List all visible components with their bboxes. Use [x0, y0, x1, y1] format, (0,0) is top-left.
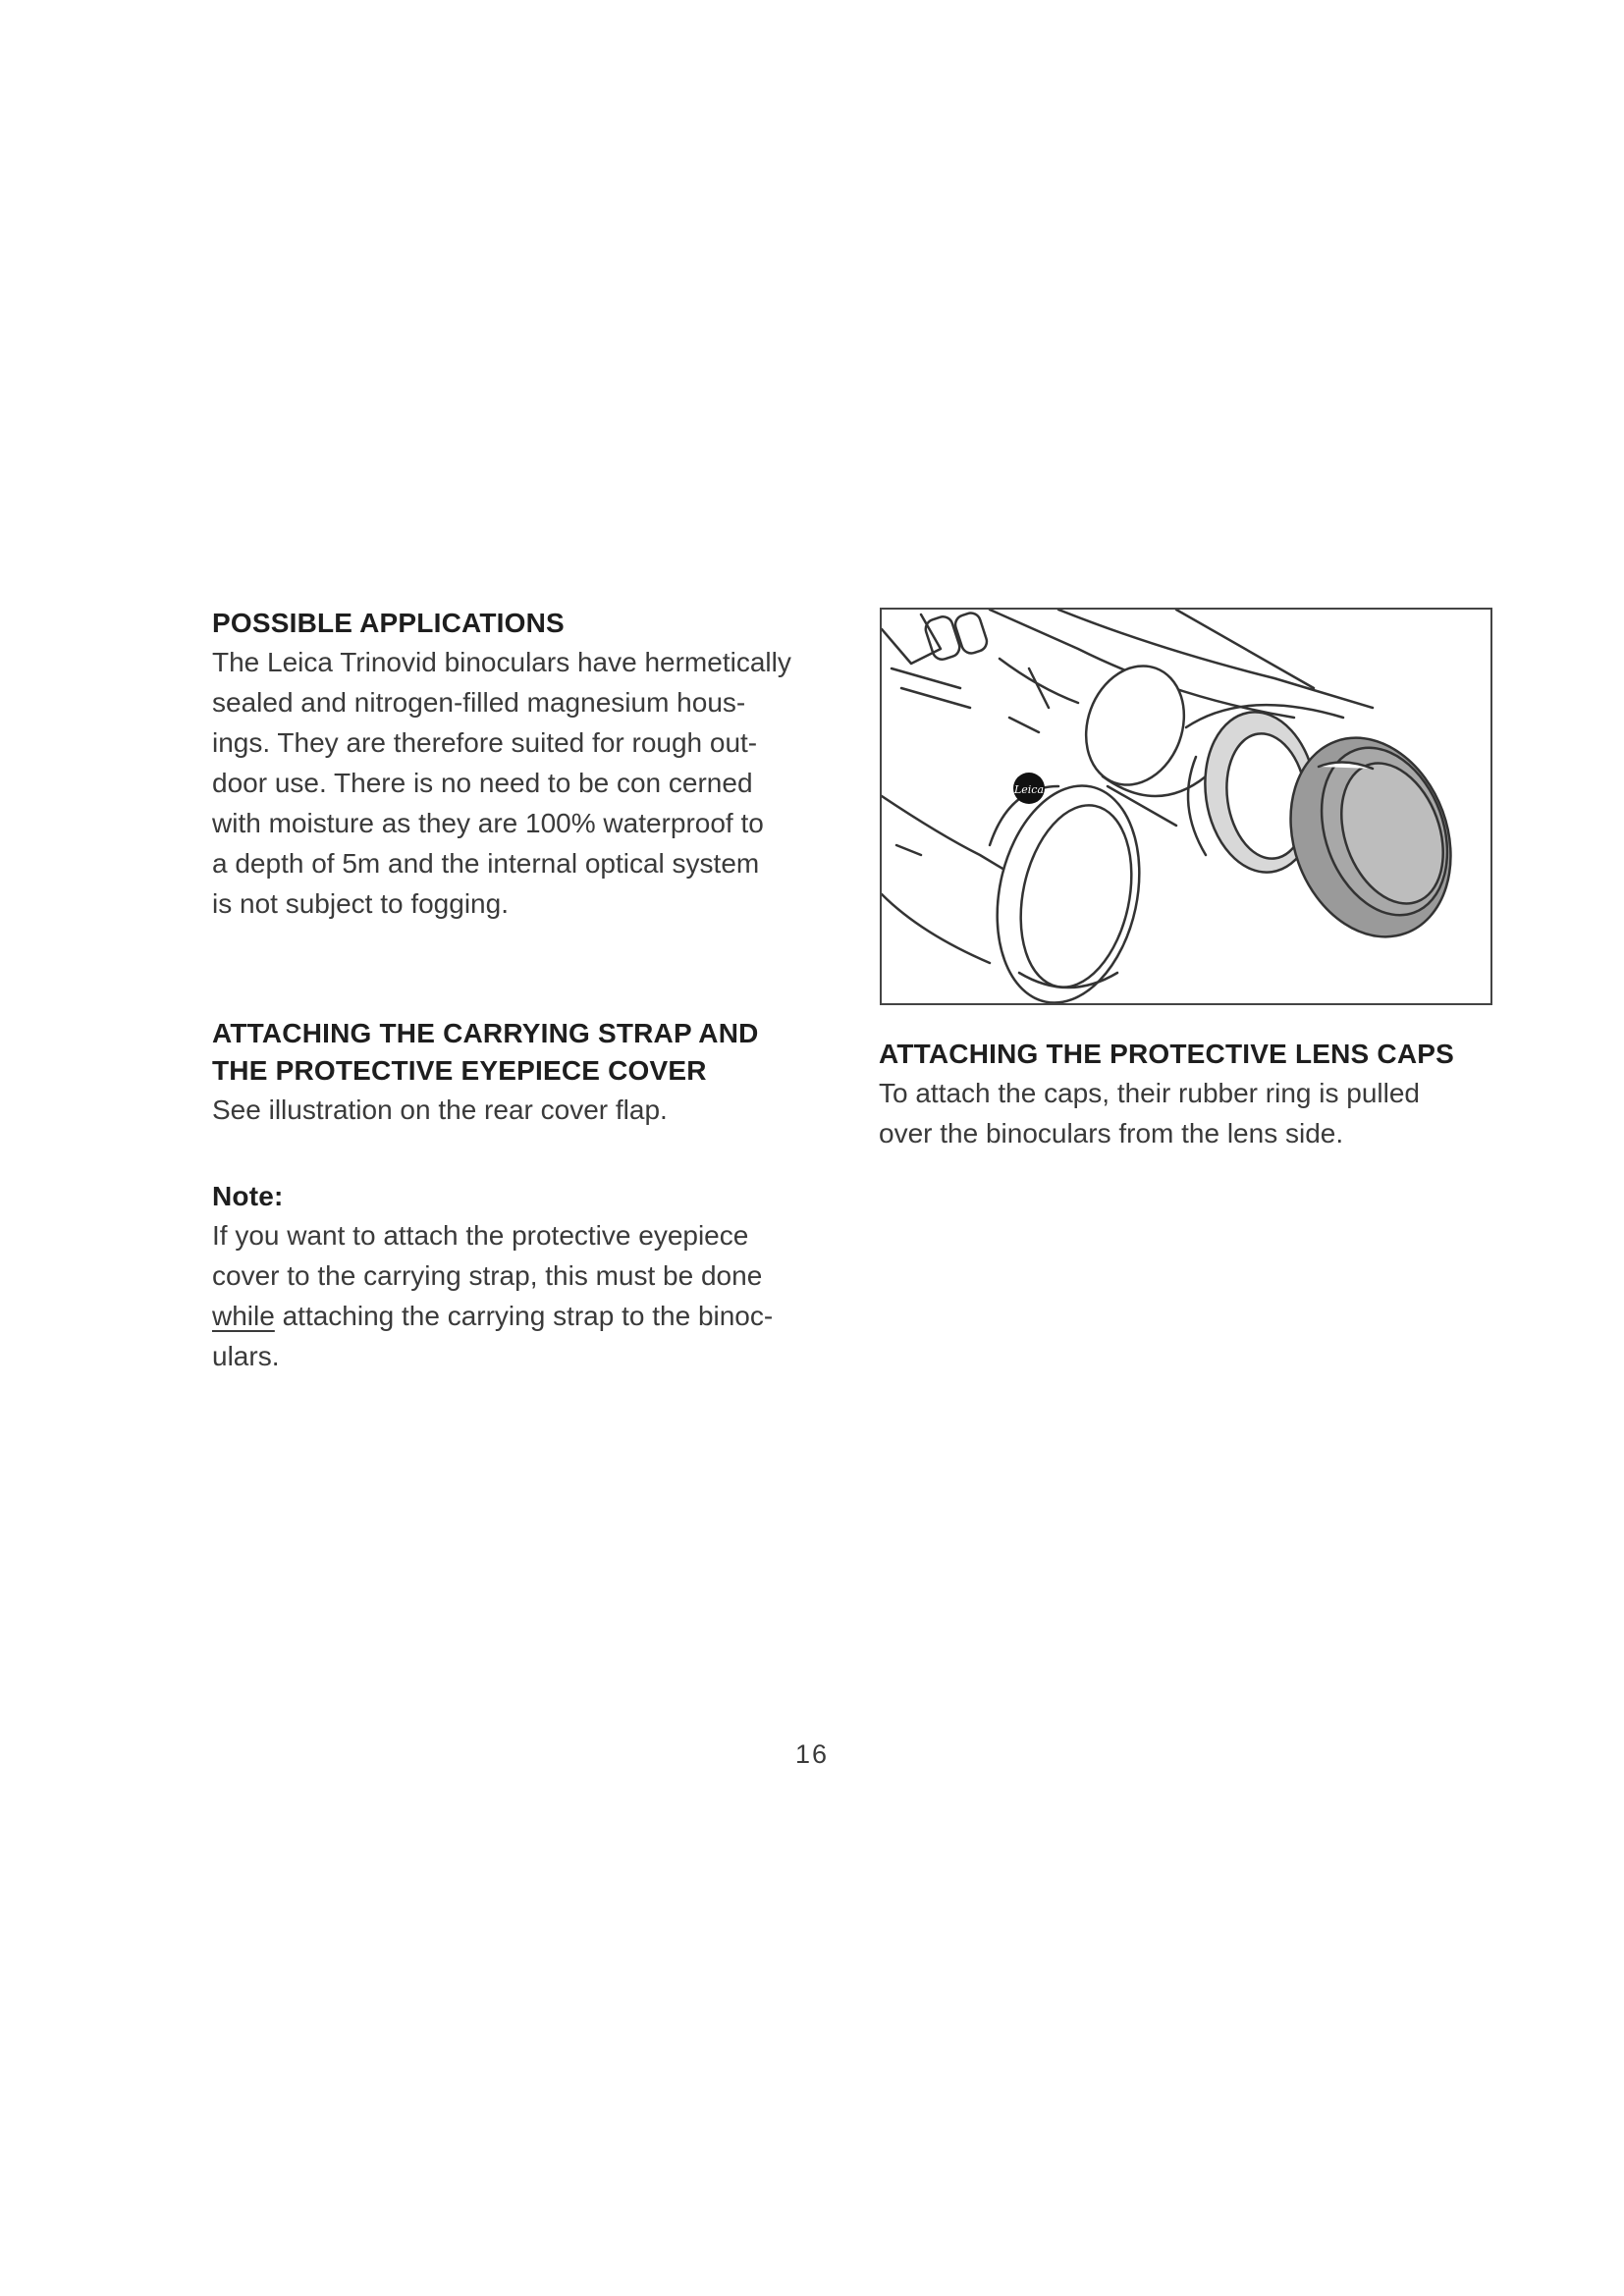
- heading-carrying-strap-line1: ATTACHING THE CARRYING STRAP AND: [212, 1018, 759, 1048]
- note-line: If you want to attach the protective eyepiece: [212, 1220, 749, 1251]
- note-line-rest: attaching the carrying strap to the binoc-: [274, 1301, 774, 1331]
- section-carrying-strap: [212, 1015, 759, 1130]
- heading-possible-applications: POSSIBLE APPLICATIONS: [212, 608, 565, 638]
- heading-note: Note:: [212, 1181, 284, 1211]
- binoculars-illustration: [880, 608, 1492, 1005]
- heading-carrying-strap: [212, 1015, 759, 1090]
- section-lens-caps: [879, 1036, 1454, 1153]
- applications-line: The Leica Trinovid binoculars have hermetically: [212, 647, 791, 677]
- heading-lens-caps: ATTACHING THE PROTECTIVE LENS CAPS: [879, 1039, 1455, 1069]
- applications-paragraph: [212, 642, 791, 924]
- lens-caps-line: over the binoculars from the lens side.: [879, 1118, 1344, 1148]
- applications-line: door use. There is no need to be con cerned: [212, 768, 753, 798]
- section-possible-applications: [212, 605, 791, 924]
- page-number: 16: [794, 1739, 830, 1769]
- heading-carrying-strap-line2: THE PROTECTIVE EYEPIECE COVER: [212, 1055, 707, 1086]
- applications-line: sealed and nitrogen-filled magnesium hous-: [212, 687, 746, 718]
- leica-logo-text: Leica: [1013, 783, 1045, 796]
- lens-caps-paragraph: [879, 1073, 1454, 1153]
- note-line: cover to the carrying strap, this must be done: [212, 1260, 763, 1291]
- note-emphasis-while: while: [212, 1301, 275, 1331]
- applications-line: is not subject to fogging.: [212, 888, 509, 919]
- applications-line: ings. They are therefore suited for rough out-: [212, 727, 758, 758]
- binoculars-drawing: [882, 610, 1490, 1003]
- applications-line: a depth of 5m and the internal optical system: [212, 848, 760, 879]
- note-line: [212, 1296, 773, 1336]
- note-paragraph: [212, 1215, 773, 1376]
- section-note: [212, 1178, 773, 1376]
- strap-paragraph: See illustration on the rear cover flap.: [212, 1095, 668, 1125]
- lens-caps-line: To attach the caps, their rubber ring is pulled: [879, 1078, 1420, 1108]
- applications-line: with moisture as they are 100% waterproof to: [212, 808, 764, 838]
- note-line: ulars.: [212, 1341, 280, 1371]
